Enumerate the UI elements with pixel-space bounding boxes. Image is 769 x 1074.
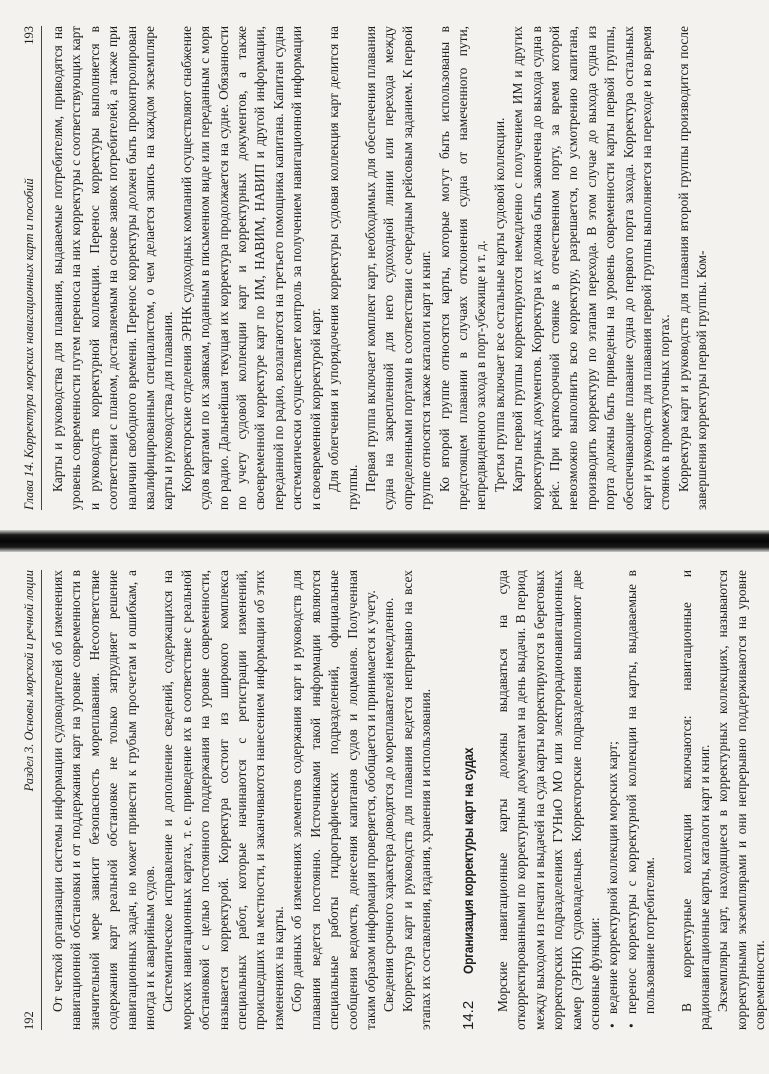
spacer <box>660 570 678 1030</box>
left-running-head-title <box>22 570 37 791</box>
list-item: • ведение корректурной коллекции морских карт; <box>604 570 622 1014</box>
list-item: • перенос корректуры с корректурной коллекции на карты, выдаваемые в пользование потребителям. <box>623 570 660 1014</box>
right-running-head-prefix: Глава 14. <box>22 461 36 510</box>
paragraph: Систематическое исправление и дополнение сведений, содержащихся на морских навигационных картах, т. е. приведение их в соответствие с реальной обстановкой с целью постоянного поддержания на уровне современности, называется корректурой. Корректура состоит из широкого комплекса специальных работ, которые начинаются с регистрации изменений, происшедших на местности, и заканчиваются нанесением информации об этих изменениях на карты. <box>160 570 286 1030</box>
section-title: Организация корректуры карт на судах <box>460 747 476 974</box>
paragraph: Сведения срочного характера доводятся до мореплавателей немедленно. <box>381 597 397 1012</box>
paragraph: Для облегчения и упорядочения корректуры судовая коллекция карт делится на группы. <box>326 26 360 510</box>
paragraph: Экземпляры карт, находящиеся в корректурных коллекциях, называются корректурными экземплярами и они непрерывно поддерживаются на уровне современности. <box>715 570 768 1030</box>
section-heading <box>460 570 478 1030</box>
paragraph: В корректурные коллекции включаются: навигационные и радионавигационные карты, каталоги карт и книг. <box>678 570 712 1030</box>
paragraph: Корректура карт и руководств для плавания второй группы производится после завершения корректуры первой группы. Ком- <box>675 26 710 510</box>
right-body <box>49 26 712 510</box>
paragraph: Ко второй группе относятся карты, которые могут быть использованы в предстоящем плавании в случаях отклонения судна от намеченного пути, непредвиденного захода в порт-убежище и т. д. <box>436 26 489 510</box>
right-running-head <box>22 26 42 510</box>
left-running-head-prefix: Раздел 3. <box>22 743 36 792</box>
left-running-head <box>22 570 42 1030</box>
left-page <box>0 552 769 1074</box>
right-page-number: 193 <box>22 26 36 45</box>
paragraph: Карты первой группы корректируются немедленно с получением ИМ и других корректурных документов. Корректура их должна быть закончена до выхода судна в рейс. При краткосрочной стоянке в отечественном порту, за время которой невозможно выполнить всю корректуру, разрешается, по усмотрению капитана, производить корректуру по этапам перехода. В этом случае до выхода судна из порта должны быть приведены на уровень современности карты первой группы, обеспечивающие плавание судна до первого порта захода. Корректура остальных карт и руководств для плавания первой группы выполняется на переходе и во время стоянок в промежуточных портах. <box>510 26 673 510</box>
left-running-head-text: Основы морской и речной лоции <box>22 570 36 741</box>
book-gutter <box>0 530 769 552</box>
functions-list <box>604 570 659 1030</box>
left-body <box>49 570 769 1030</box>
right-running-head-text: Корректура морских навигационных карт и пособий <box>22 178 36 459</box>
paragraph: Корректорские отделения ЭРНК судоходных компаний осуществляют снабжение судов картами по их заявкам, поданным в письменном виде или переданным с моря по радио. Дальнейшая текущая их корректура продолжается на судне. Обязанности по учету судовой коллекции карт и корректурных документов, а также своевременной корректуре карт по ИМ, НАВИМ, НАВИП и другой информации, переданной по радио, возлагаются на третьего помощника капитана. Капитан судна систематически осуществляет контроль за получением навигационной информации и своевременной корректурой карт. <box>178 26 323 510</box>
paragraph: Первая группа включает комплект карт, необходимых для обеспечения плавания судна на закрепленной для него судоходной линии или перехода между определенными портами в соответствии с очередным рейсовым заданием. К первой группе относятся также каталоги карт и книг. <box>362 26 434 510</box>
paragraph: Сбор данных об изменениях элементов содержания карт и руководств для плавания ведется постоянно. Источниками такой информации являются специальные работы гидрографических подразделений, официальные сообщения ведомств, донесения капитанов судов и лоцманов. Полученная таким образом информация проверяется, обобщается и принимается к учету. <box>289 570 378 1030</box>
paragraph: Третья группа включает все остальные карты судовой коллекции. <box>491 117 507 492</box>
right-page <box>0 0 769 530</box>
paragraph: Морские навигационные карты должны выдаваться на суда откорректированными по корректурным документам на день выдачи. В период между выходом из печати и выдачей на суда карты корректируются в береговых корректорских подразделениях ГУНиО МО или электрорадионавигационных камер (ЭРНК) судовладельцев. Корректорские подразделения выполняют две основные функции: <box>494 570 602 1030</box>
right-running-head-title <box>22 178 37 510</box>
section-number: 14.2 <box>459 1000 477 1030</box>
paragraph: Корректура карт и руководств для плавания ведется непрерывно на всех этапах их составления, издания, хранения и использования. <box>399 570 434 1030</box>
paragraph: Карты и руководства для плавания, выдаваемые потребителям, приводятся на уровень современности путем переноса на них корректуры с соответствующих карт и руководств корректурной коллекции. Перенос корректуры выполняется в соответствии с планом, доставляемым на основе заявок потребителей, а также при наличии свободного времени. Перенос корректуры должен быть проконтролирован квалифицированным специалистом, о чем делается запись на каждом экземпляре карты и руководства для плавания. <box>50 26 176 510</box>
left-page-number: 192 <box>22 1011 36 1030</box>
paragraph: От четкой организации системы информации судоводителей об изменениях навигационной обстановки и от поддержания карт на уровне современности в значительной мере зависит безопасность мореплавания. Несоответствие содержания карт реальной обстановке не только затрудняет решение навигационных задач, но может привести к грубым просчетам и ошибкам, а иногда и к аварийным судов. <box>50 570 158 1030</box>
